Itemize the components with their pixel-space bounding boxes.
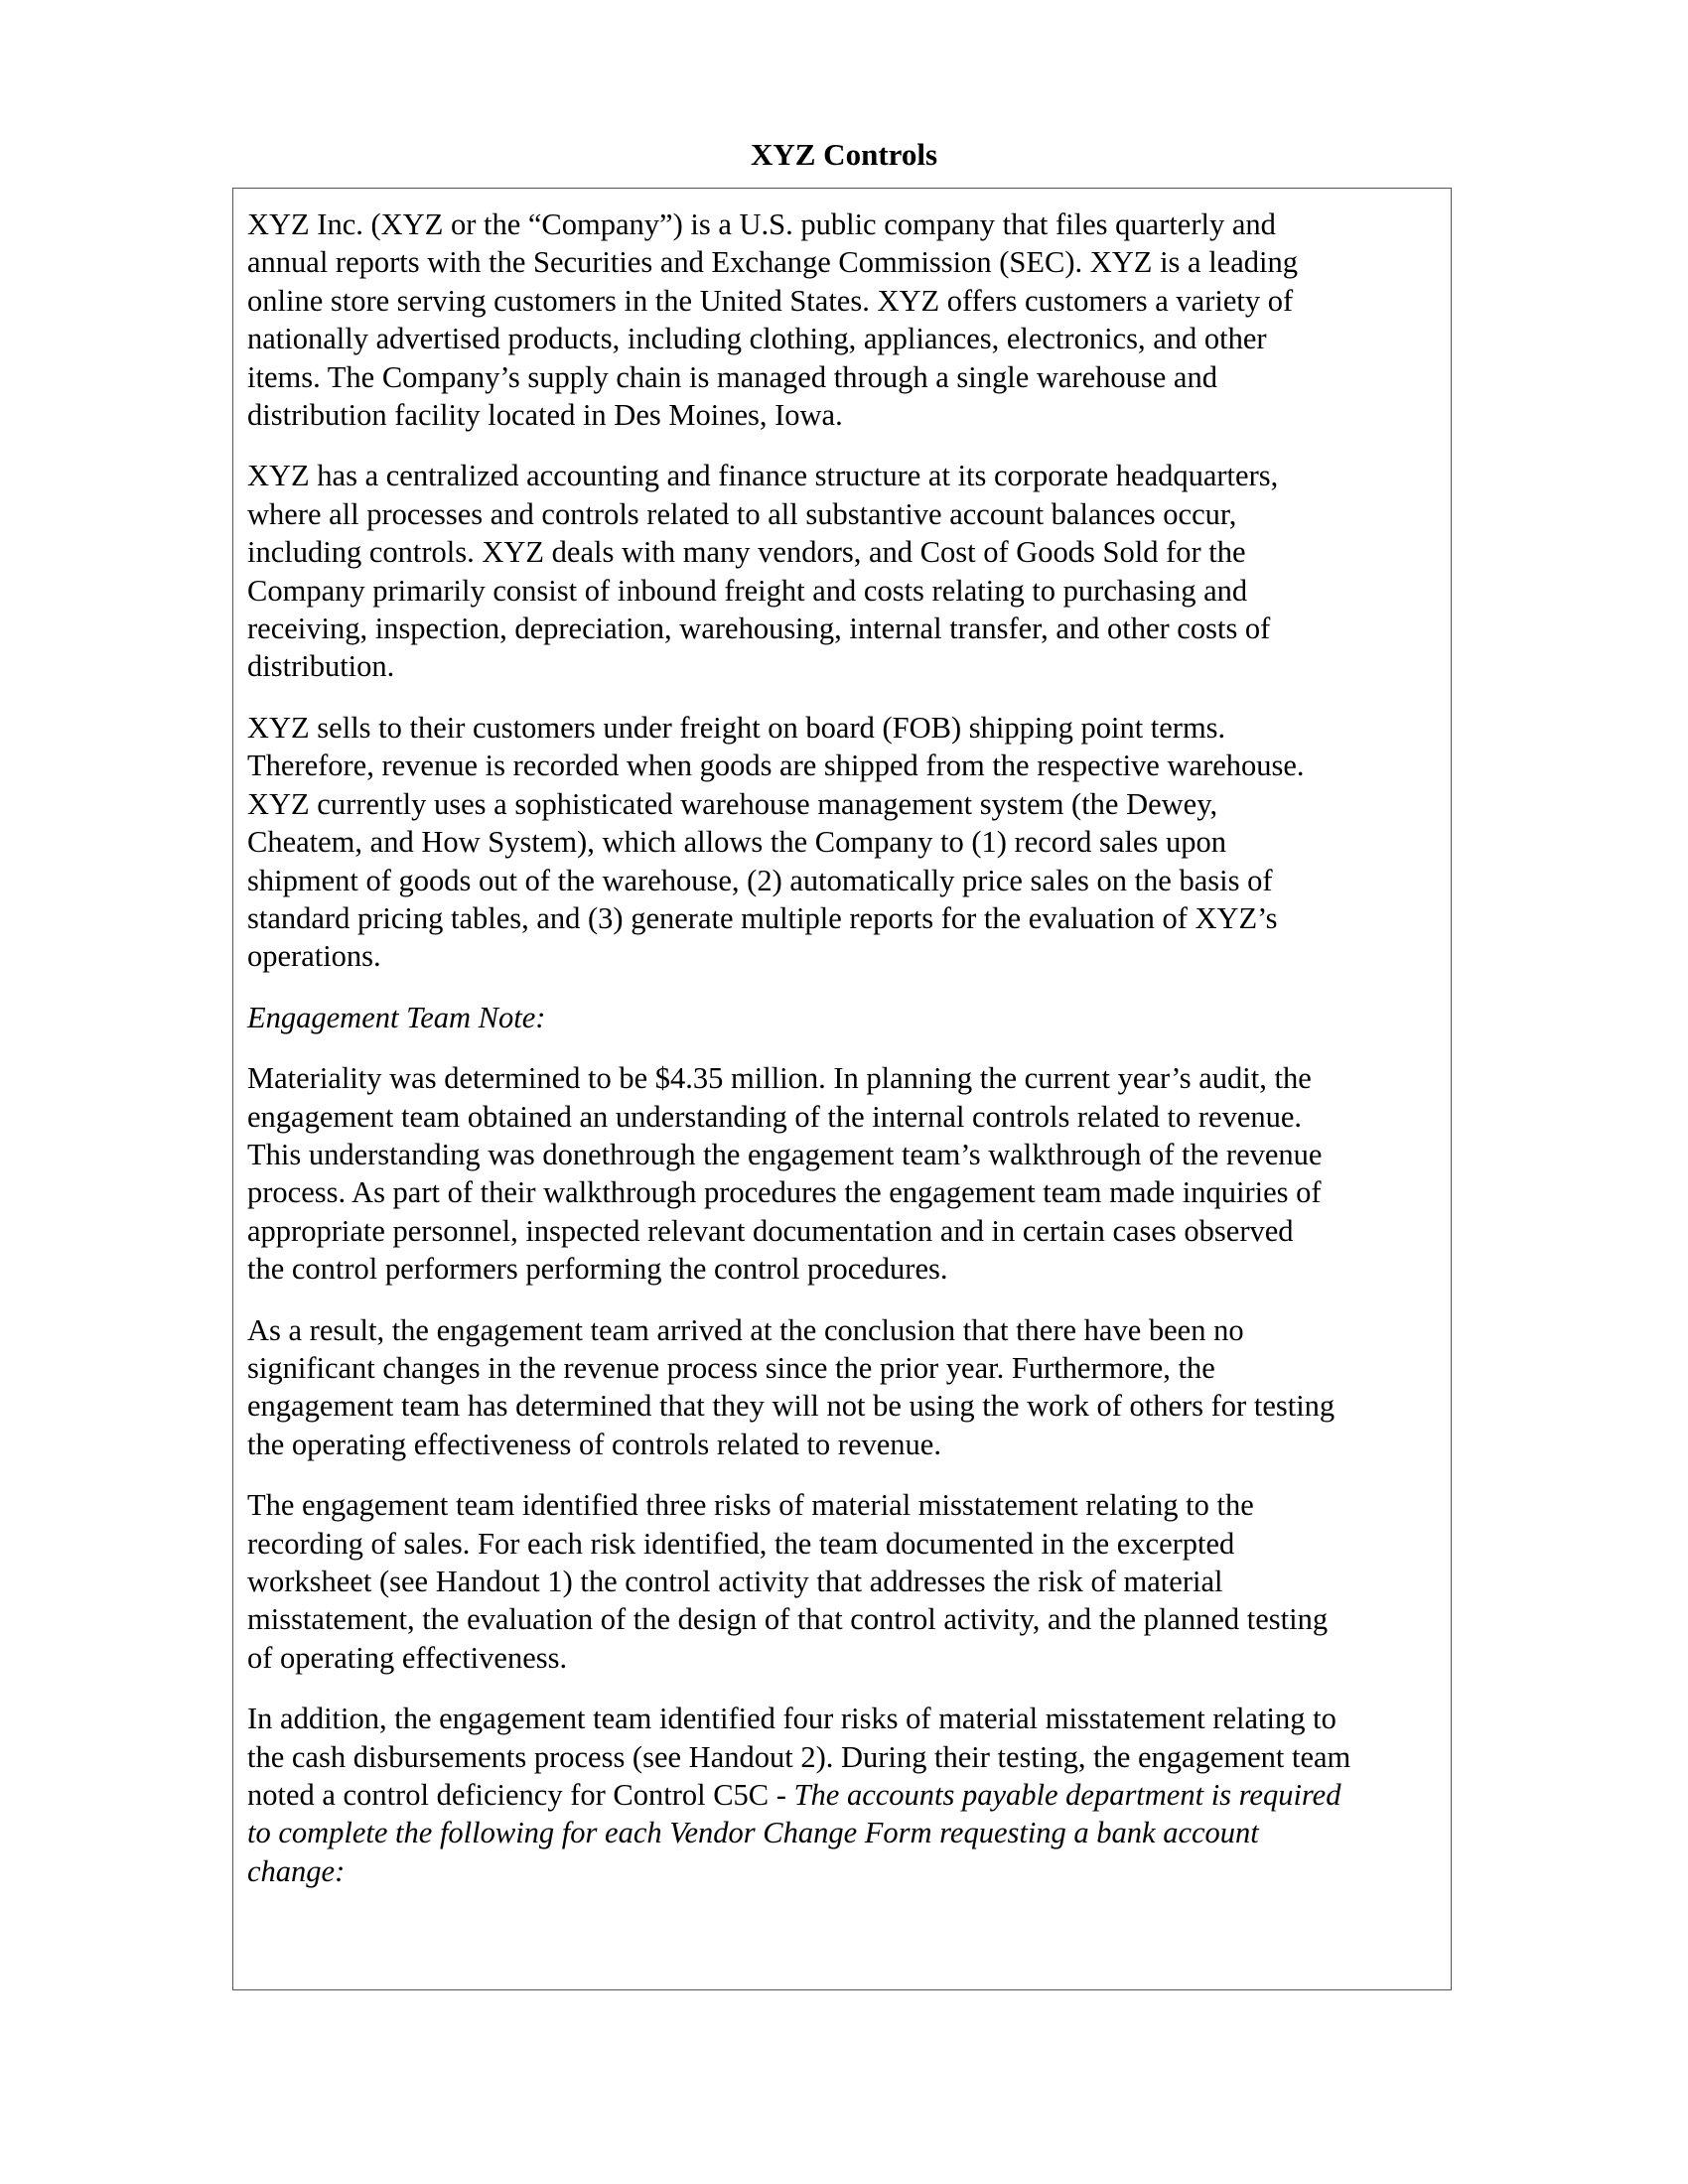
engagement-team-note-heading: Engagement Team Note: — [247, 1000, 546, 1034]
text-line: The engagement team identified three risks of material misstatement relating to the — [247, 1488, 1254, 1523]
text-line: engagement team obtained an understanding of the internal controls related to revenue. — [247, 1099, 1303, 1134]
text-line: standard pricing tables, and (3) generate multiple reports for the evaluation of XYZ’s — [247, 900, 1278, 935]
text-line: process. As part of their walkthrough procedures the engagement team made inquiries of — [247, 1175, 1322, 1210]
text-line: operations. — [247, 939, 381, 974]
paragraph-sales-terms — [247, 709, 1451, 976]
text-line: annual reports with the Securities and Exchange Commission (SEC). XYZ is a leading — [247, 245, 1298, 280]
text-line: worksheet (see Handout 1) the control activity that addresses the risk of material — [247, 1565, 1223, 1598]
text-line: the cash disbursements process (see Handout 2). During their testing, the engagement team — [247, 1739, 1351, 1774]
text-line: items. The Company’s supply chain is managed through a single warehouse and — [247, 359, 1217, 394]
text-line: nationally advertised products, including clothing, appliances, electronics, and other — [247, 322, 1267, 356]
text-line: As a result, the engagement team arrived at the conclusion that there have been no — [247, 1312, 1244, 1347]
paragraph-materiality — [247, 1059, 1451, 1288]
text-line: online store serving customers in the United States. XYZ offers customers a variety of — [247, 283, 1294, 318]
text-line: recording of sales. For each risk identified, the team documented in the excerpted — [247, 1526, 1235, 1561]
paragraph-company-overview — [247, 205, 1451, 434]
text-line: Cheatem, and How System), which allows the Company to (1) record sales upon — [247, 825, 1226, 860]
text-line: significant changes in the revenue process since the prior year. Furthermore, the — [247, 1350, 1215, 1385]
text-line: receiving, inspection, depreciation, warehousing, internal transfer, and other costs of — [247, 612, 1271, 646]
text-line: to complete the following for each Vendor Change Form requesting a bank account — [247, 1816, 1259, 1850]
text-line: distribution. — [247, 649, 395, 684]
text-line — [247, 1776, 1451, 1814]
control-description-italic: The accounts payable department is required — [793, 1778, 1341, 1813]
text-line: appropriate personnel, inspected relevant documentation and in certain cases observed — [247, 1213, 1294, 1248]
paragraph-sales-risks — [247, 1486, 1451, 1677]
paragraph-accounting-structure — [247, 457, 1451, 685]
text-line: XYZ has a centralized accounting and finance structure at its corporate headquarters, — [247, 459, 1279, 493]
text-line: of operating effectiveness. — [247, 1640, 568, 1675]
text-line: This understanding was donethrough the engagement team’s walkthrough of the revenue — [247, 1137, 1323, 1171]
text-line: Company primarily consist of inbound freight and costs relating to purchasing and — [247, 573, 1248, 608]
text-line: the control performers performing the control procedures. — [247, 1252, 948, 1287]
text-line: Materiality was determined to be $4.35 million. In planning the current year’s audit, the — [247, 1061, 1312, 1096]
paragraph-conclusion — [247, 1311, 1451, 1464]
text-line: including controls. XYZ deals with many vendors, and Cost of Goods Sold for the — [247, 535, 1246, 570]
page-title: XYZ Controls — [750, 137, 938, 172]
text-run: noted a control deficiency for Control C5C - — [247, 1778, 794, 1813]
content-box — [232, 188, 1452, 1990]
text-line: XYZ Inc. (XYZ or the “Company”) is a U.S. public company that files quarterly and — [247, 207, 1276, 241]
text-line: XYZ sells to their customers under freight on board (FOB) shipping point terms. — [247, 710, 1226, 745]
text-line: where all processes and controls related to all substantive account balances occur, — [247, 496, 1237, 531]
text-line: distribution facility located in Des Moines, Iowa. — [247, 398, 843, 433]
text-line: In addition, the engagement team identified four risks of material misstatement relating to — [247, 1702, 1336, 1736]
text-line: shipment of goods out of the warehouse, (2) automatically price sales on the basis of — [247, 863, 1273, 897]
text-line: change: — [247, 1853, 346, 1888]
text-line: the operating effectiveness of controls related to revenue. — [247, 1427, 941, 1461]
text-line: Therefore, revenue is recorded when goods are shipped from the respective warehouse. — [247, 749, 1305, 783]
paragraph-cash-disbursements — [247, 1700, 1451, 1890]
text-line: engagement team has determined that they will not be using the work of others for testing — [247, 1389, 1336, 1424]
text-line: misstatement, the evaluation of the design of that control activity, and the planned testing — [247, 1602, 1329, 1637]
text-line: XYZ currently uses a sophisticated warehouse management system (the Dewey, — [247, 786, 1218, 821]
